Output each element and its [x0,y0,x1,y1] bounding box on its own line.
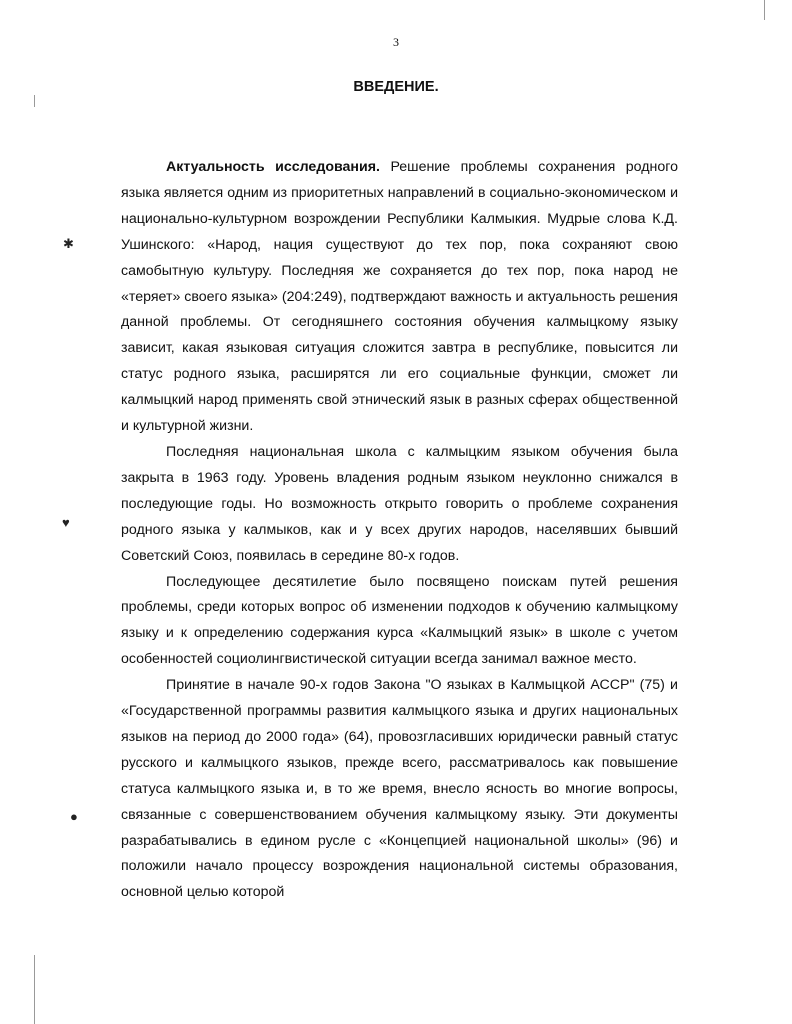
page-title: ВВЕДЕНИЕ. [353,79,439,95]
scan-artifact-line [34,955,35,1024]
paragraph-1 [121,155,678,440]
scan-artifact-mark: ♥ [62,515,70,530]
paragraph-1-text: Решение проблемы сохранения родного языка является одним из приоритетных направлений в социально-экономическом и национально-культурном возрождении Республики Калмыкия. Мудрые слова К.Д. Ушинского: «Народ, нация существуют до тех пор, пока сохраняют свою самобытную культуру. Последняя же сохраняется до тех пор, пока народ не «теряет» своего языка» (204:249), подтверждают важность и актуальность решения данной проблемы. От сегодняшнего состояния обучения калмыцкому языку зависит, какая языковая ситуация сложится завтра в республике, повысится ли статус родного языка, расширятся ли его социальные функции, сможет ли калмыцкий народ применять свой этнический язык в разных сферах общественной и культурной жизни. [121,159,678,435]
scan-artifact-mark: ✱ [63,236,74,251]
scan-artifact-mark: ● [70,809,78,824]
page-number: 3 [393,35,399,49]
paragraph-lead: Актуальность исследования. [166,159,380,175]
paragraph-3: Последующее десятилетие было посвящено поискам путей решения проблемы, среди которых вопрос об изменении подходов к обучению калмыцкому языку и к определению содержания курса «Калмыцкий язык» в школе с учетом особенностей социолингвистической ситуации всегда занимал важное место. [121,573,678,668]
body-text [121,155,678,906]
paragraph-2: Последняя национальная школа с калмыцким языком обучения была закрыта в 1963 году. Уровень владения родным языком неуклонно снижался в последующие годы. Но возможность открыто говорить о проблеме сохранения родного языка у калмыков, как и у всех других народов, населявших бывший Советский Союз, появилась в середине 80-х годов. [121,443,678,564]
scan-artifact-line [764,0,765,20]
scan-artifact-line [34,95,35,107]
paragraph-4: Принятие в начале 90-х годов Закона "О языках в Калмыцкой АССР" (75) и «Государственной программы развития калмыцкого языка и других национальных языков на период до 2000 года» (64), провозгласивших юридически равный статус русского и калмыцкого языков, прежде всего, рассматривалось как повышение статуса калмыцкого языка и, в то же время, внесло ясность во многие вопросы, связанные с совершенствованием обучения калмыцкому языку. Эти документы разрабатывались в едином русле с «Концепцией национальной школы» (96) и положили начало процессу возрождения национальной системы образования, основной целью которой [121,677,678,901]
